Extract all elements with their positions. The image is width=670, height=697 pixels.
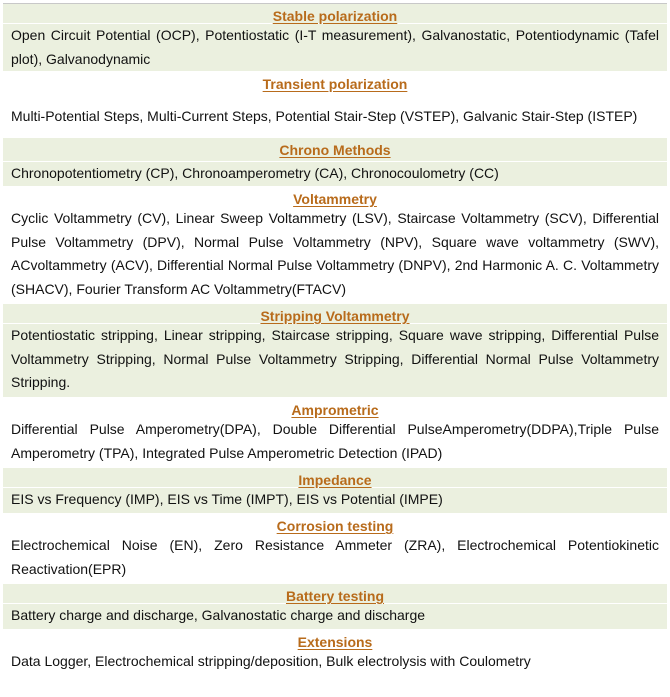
section-stripping-voltammetry: [3, 304, 667, 398]
section-title: Corrosion testing: [276, 518, 394, 534]
section-title: Transient polarization: [262, 76, 408, 92]
section-text: Differential Pulse Amperometry(DPA), Double Differential PulseAmperometry(DDPA),Triple Pulse Amperometry (TPA), Integrated Pulse Amperometric Detection (IPAD): [3, 418, 667, 467]
section-voltammetry: [3, 187, 667, 304]
section-title: Amprometric: [291, 402, 379, 418]
section-title: Battery testing: [285, 588, 385, 604]
section-text: Open Circuit Potential (OCP), Potentiostatic (I-T measurement), Galvanostatic, Potentiodynamic (Tafel plot), Galvanodynamic: [3, 24, 667, 71]
section-heading: [3, 187, 667, 207]
section-amprometric: [3, 398, 667, 468]
section-heading: [3, 584, 667, 604]
section-text: EIS vs Frequency (IMP), EIS vs Time (IMPT), EIS vs Potential (IMPE): [3, 488, 667, 513]
section-title: Impedance: [298, 472, 372, 488]
section-title: Chrono Methods: [279, 142, 391, 158]
section-title: Stripping Voltammetry: [260, 308, 410, 324]
section-transient-polarization: [3, 72, 667, 138]
section-extensions: [3, 630, 667, 676]
section-heading: [3, 4, 667, 24]
section-heading: [3, 138, 667, 162]
section-text: Multi-Potential Steps, Multi-Current Steps, Potential Stair-Step (VSTEP), Galvanic Stair-Step (ISTEP): [3, 97, 667, 137]
section-corrosion-testing: [3, 514, 667, 584]
section-text: Potentiostatic stripping, Linear stripping, Staircase stripping, Square wave stripping, Differential Pulse Voltammetry Stripping, Normal Pulse Voltammetry Stripping, Differential Normal Pulse Voltammetry Stripping.: [3, 324, 667, 397]
section-heading: [3, 398, 667, 418]
section-text: Chronopotentiometry (CP), Chronoamperometry (CA), Chronocoulometry (CC): [3, 162, 667, 186]
section-chrono-methods: [3, 138, 667, 187]
section-heading: [3, 468, 667, 488]
section-text: Data Logger, Electrochemical stripping/deposition, Bulk electrolysis with Coulometry: [3, 650, 667, 675]
section-stable-polarization: [3, 4, 667, 72]
section-text: Cyclic Voltammetry (CV), Linear Sweep Voltammetry (LSV), Staircase Voltammetry (SCV), Differential Pulse Voltammetry (DPV), Normal Pulse Voltammetry (NPV), Square wave voltammetry (SWV), ACvoltammetry (ACV), Differential Normal Pulse Voltammetry (DNPV), 2nd Harmonic A. C. Voltammetry (SHACV), Fourier Transform AC Voltammetry(FTACV): [3, 207, 667, 303]
section-title: Voltammetry: [293, 191, 377, 207]
section-battery-testing: [3, 584, 667, 630]
section-heading: [3, 514, 667, 534]
section-heading: [3, 630, 667, 650]
section-text: Battery charge and discharge, Galvanostatic charge and discharge: [3, 604, 667, 629]
section-title: Stable polarization: [272, 8, 398, 24]
section-impedance: [3, 468, 667, 514]
section-heading: [3, 72, 667, 97]
techniques-table: [3, 3, 667, 676]
section-text: Electrochemical Noise (EN), Zero Resistance Ammeter (ZRA), Electrochemical Potentiokinetic Reactivation(EPR): [3, 534, 667, 583]
section-heading: [3, 304, 667, 324]
section-title: Extensions: [297, 634, 373, 650]
